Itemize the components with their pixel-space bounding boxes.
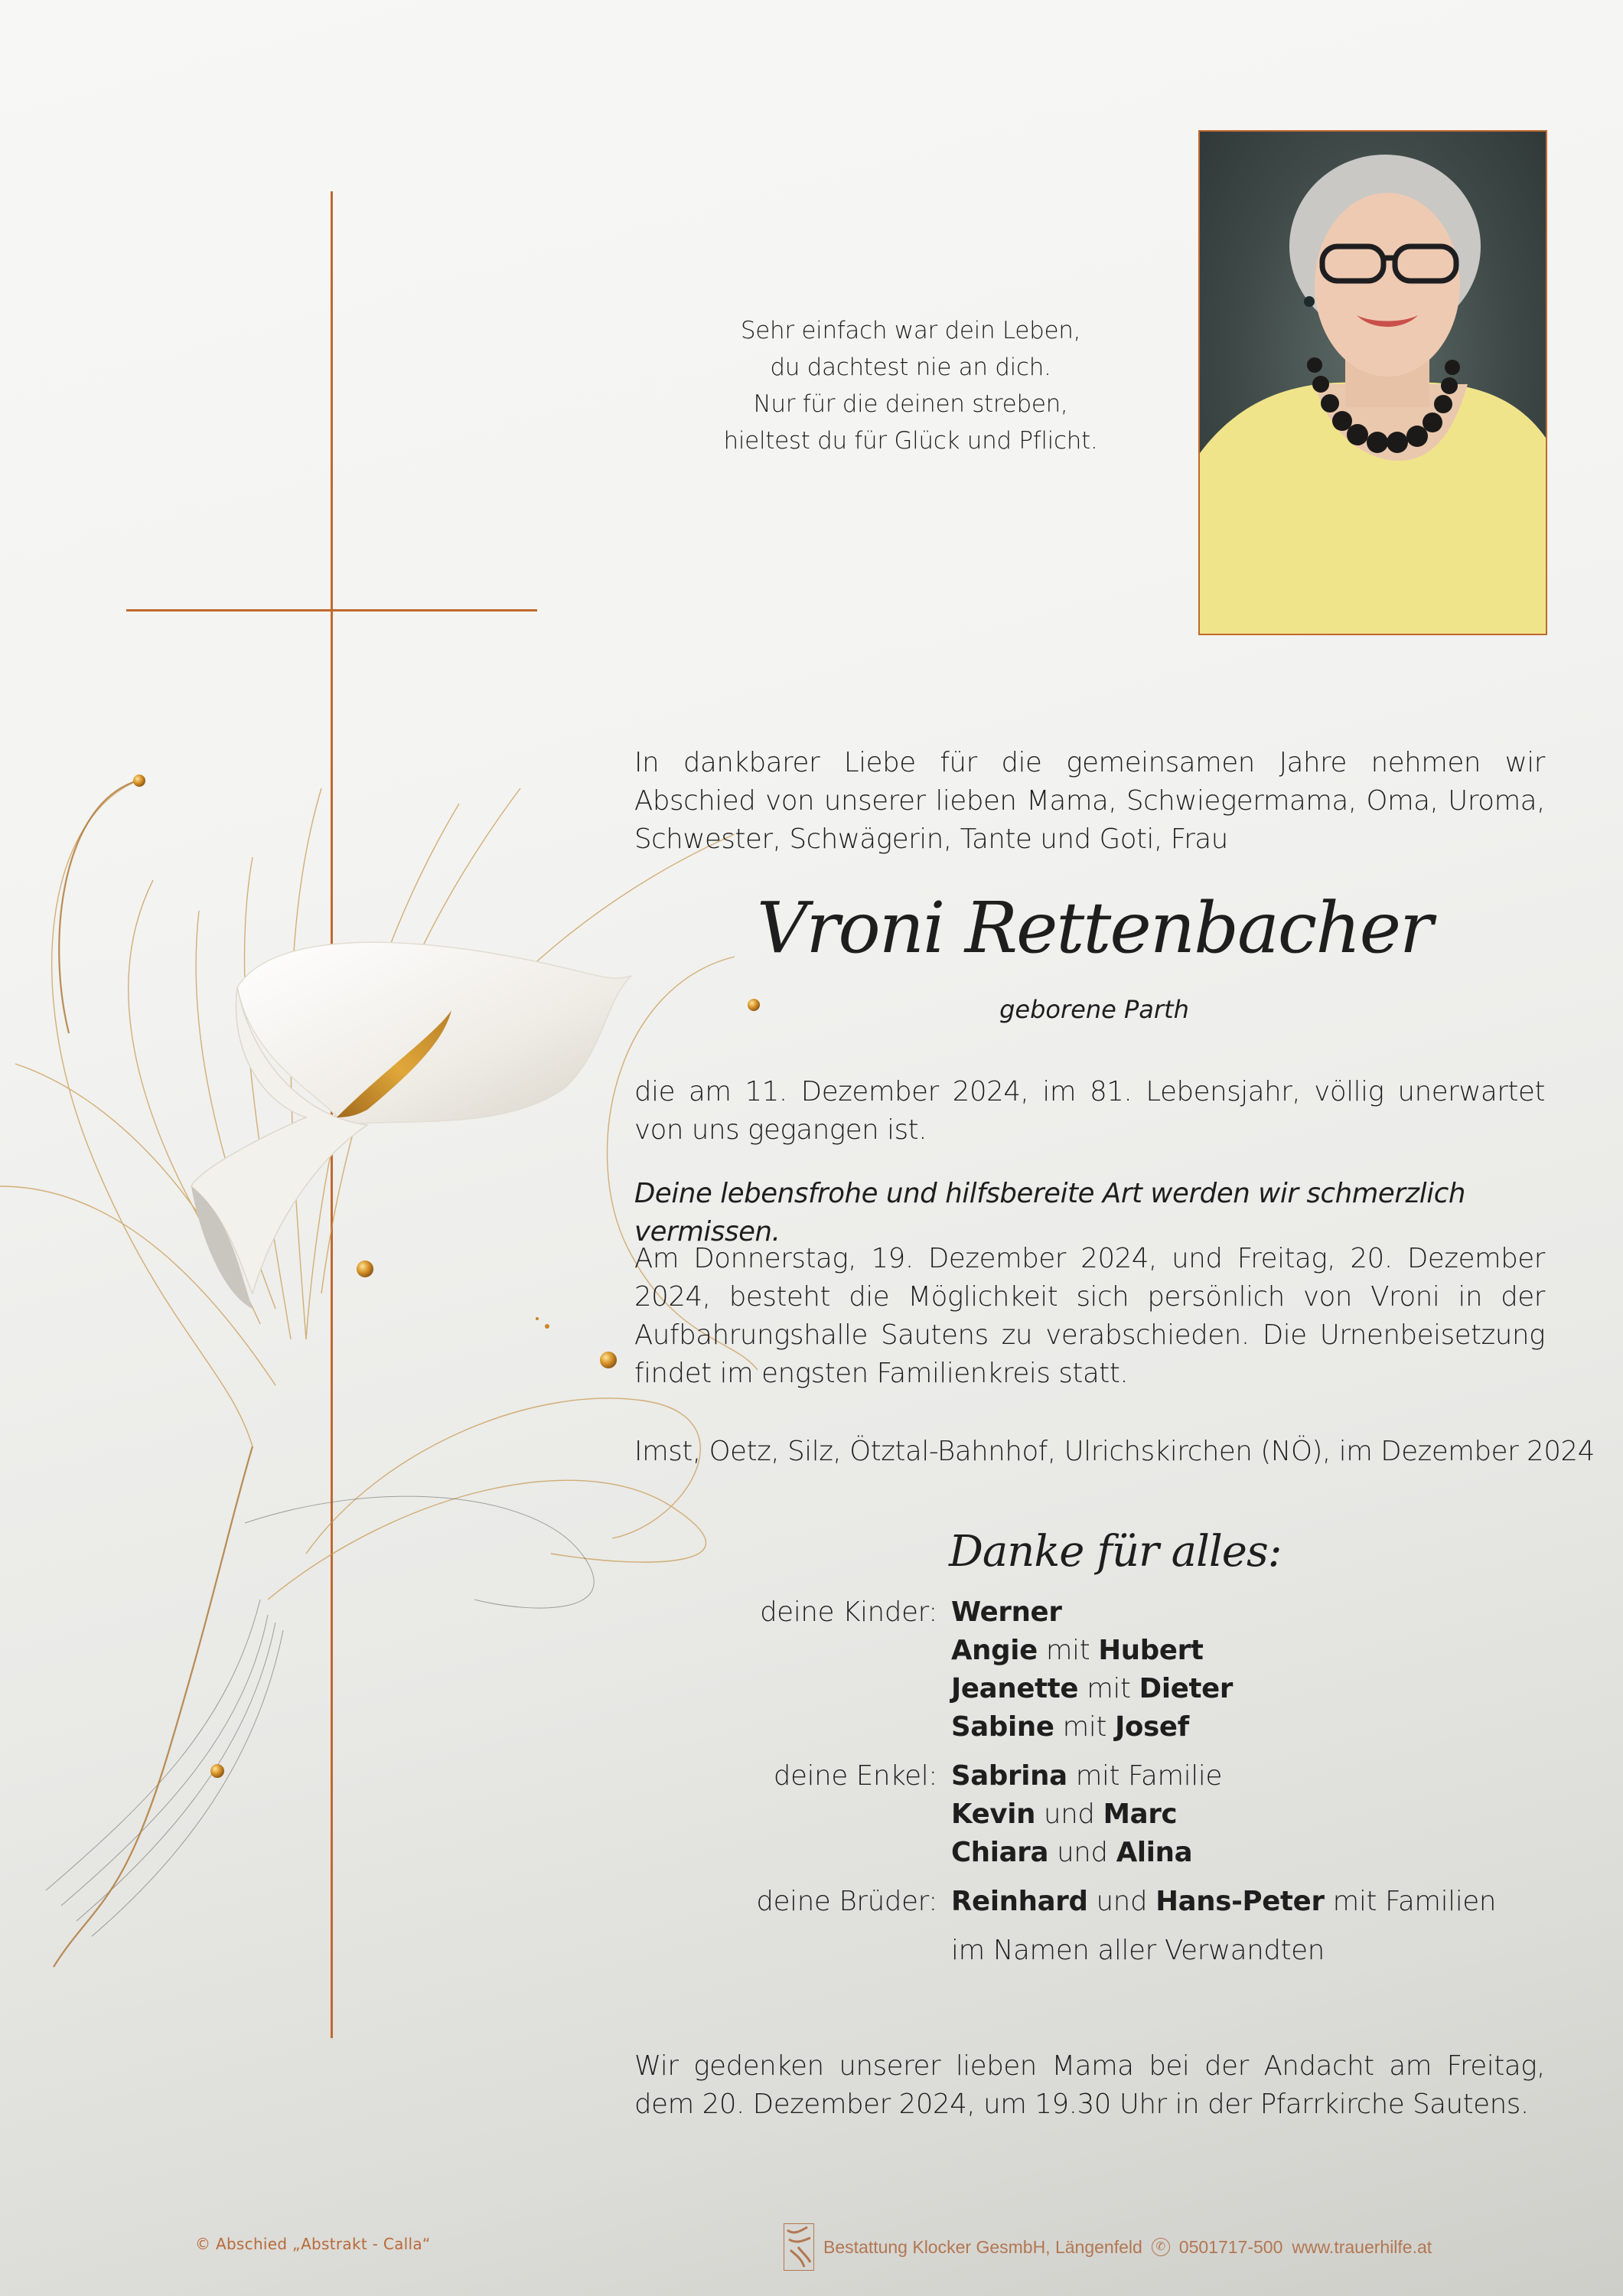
family-names <box>951 1883 1496 1921</box>
family-label: deine Kinder: <box>760 1596 937 1628</box>
death-notice: die am 11. Dezember 2024, im 81. Lebensjahr, völlig unerwartet von uns gegangen ist. <box>634 1076 1545 1146</box>
portrait-icon <box>1200 132 1546 634</box>
funeral-home-footer <box>784 2223 1432 2271</box>
poem <box>658 312 1163 459</box>
family-line: Angie mit Hubert <box>951 1635 1204 1666</box>
intro-text: In dankbarer Liebe für die gemeinsamen Jahre nehmen wir Abschied von unserer lieben Mama, Schwiegermama, Oma, Uroma, Schwester, Schwägerin, Tante und Goti, Frau <box>634 747 1545 855</box>
phone-icon: ✆ <box>1152 2238 1170 2256</box>
family-label: deine Brüder: <box>756 1886 937 1917</box>
poem-line: du dachtest nie an dich. <box>770 354 1051 381</box>
poem-line: Nur für die deinen streben, <box>753 390 1068 418</box>
poem-line: hieltest du für Glück und Pflicht. <box>723 427 1098 455</box>
family-names <box>951 1757 1222 1872</box>
deceased-name: Vroni Rettenbacher <box>756 887 1432 969</box>
cross-icon-horizontal <box>126 609 537 612</box>
viewing-info: Am Donnerstag, 19. Dezember 2024, und Freitag, 20. Dezember 2024, besteht die Möglichkeit sich persönlich von Vroni in der Aufbahrungshalle Sautens zu verabschieden. Die Urnenbeisetzung findet im engsten Familienkreis statt. <box>634 1243 1545 1389</box>
family-line: Sabine mit Josef <box>951 1711 1189 1743</box>
family-line: Kevin und Marc <box>951 1799 1178 1830</box>
memorial-service-info: Wir gedenken unserer lieben Mama bei der Andacht am Freitag, dem 20. Dezember 2024, um 19.30 Uhr in der Pfarrkirche Sautens. <box>634 2050 1545 2120</box>
family-line: Werner <box>951 1596 1062 1628</box>
thanks-title: Danke für alles: <box>949 1527 1282 1577</box>
family-list <box>735 1593 1576 1970</box>
phone-number: 0501717-500 <box>1178 2236 1283 2257</box>
family-group-grandchildren <box>735 1757 1576 1872</box>
places-date: Imst, Oetz, Silz, Ötztal-Bahnhof, Ulrichskirchen (NÖ), im Dezember 2024 <box>634 1436 1595 1467</box>
family-line: Reinhard und Hans-Peter mit Familien <box>951 1886 1497 1917</box>
family-line: Sabrina mit Familie <box>951 1760 1223 1792</box>
on-behalf-text: im Namen aller Verwandten <box>951 1935 1325 1966</box>
portrait-photo <box>1198 130 1547 635</box>
poem-line: Sehr einfach war dein Leben, <box>740 317 1081 344</box>
family-line: Chiara und Alina <box>951 1837 1193 1868</box>
family-label: deine Enkel: <box>773 1760 937 1792</box>
maiden-name: geborene Parth <box>999 995 1189 1024</box>
copyright-text: © Abschied „Abstrakt - Calla“ <box>195 2235 431 2253</box>
family-group-children <box>735 1593 1576 1746</box>
website-link[interactable]: www.trauerhilfe.at <box>1292 2236 1432 2257</box>
funeral-home-logo-icon <box>784 2223 814 2271</box>
family-group-brothers <box>735 1883 1576 1921</box>
memorial-quote: Deine lebensfrohe und hilfsbereite Art werden wir schmerzlich vermissen. <box>634 1178 1465 1247</box>
family-line: Jeanette mit Dieter <box>951 1673 1234 1704</box>
family-names <box>951 1593 1233 1746</box>
funeral-home-name: Bestattung Klocker GesmbH, Längenfeld <box>823 2236 1142 2257</box>
